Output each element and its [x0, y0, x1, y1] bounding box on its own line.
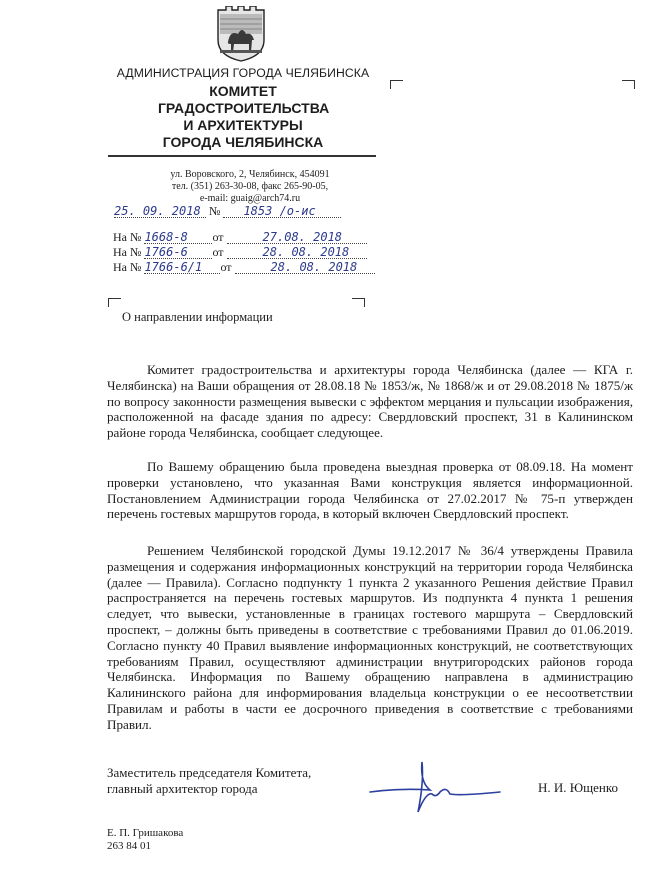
reference-row [113, 245, 367, 260]
signatory-title-line: Заместитель председателя Комитета, [107, 765, 312, 780]
body-paragraph: По Вашему обращению была проведена выездная проверка от 08.09.18. На момент проверки установлено, что указанная Вами конструкция является информационной. Постановлением Администрации города Челябинска от 27.02.2017 № 75-п утвержден перечень гостевых маршрутов города, в который включен Свердловский проспект. [107, 459, 633, 522]
phone-line: тел. (351) 263-30-08, факс 265-90-05, [171, 181, 329, 192]
body-paragraph: Решением Челябинской городской Думы 19.12.2017 № 36/4 утверждены Правила размещения и содержания информационных конструкций на территории города Челябинска (далее — Правила). Согласно подпункту 1 пункта 2 указанного Решения действие Правил распространяется на перечень гостевых маршрутов. Из подпункта 4 пункта 1 решения следует, что вывески, установленные в границах гостевого маршрута – Свердловский проспект, – должны быть приведены в соответствие с требованиями Правил до 01.06.2019. Согласно пункту 40 Правил выявление информационных конструкций, не соответствующих требованиям Правил, осуществляют администрации внутригородских районов города Челябинска. Информация по Вашему обращению направлена в администрацию Калининского района для информирования владельца конструкции о ее несоответствии Правилам и работы в части ее досрочного приведения в соответствие с требованиями Правил. [107, 543, 633, 732]
subject-corner-mark-right [352, 298, 365, 307]
reference-row [113, 230, 367, 245]
reference-row [113, 260, 375, 275]
registration-number: 1853 /о-ис [243, 204, 316, 218]
ref-from-label: от [212, 245, 224, 259]
ref-prefix: На № [113, 260, 142, 274]
executor-name: Е. П. Гришакова [107, 827, 184, 839]
contact-block [150, 169, 350, 205]
letterhead-divider [108, 155, 376, 157]
executor-block [107, 827, 183, 853]
ref-from-label: от [220, 260, 232, 274]
signatory-name: Н. И. Ющенко [538, 780, 619, 795]
committee-name [158, 83, 328, 151]
address-line: ул. Воровского, 2, Челябинск, 454091 [170, 169, 330, 180]
committee-line: ГОРОДА ЧЕЛЯБИНСКА [162, 134, 324, 150]
ref-prefix: На № [113, 230, 142, 244]
committee-line: КОМИТЕТ [209, 83, 277, 99]
ref-number: 1668-8 [144, 230, 188, 244]
email-line: e-mail: guaig@arch74.ru [199, 193, 301, 204]
registration-line [114, 204, 341, 219]
ref-prefix: На № [113, 245, 142, 259]
ref-number: 1766-6 [144, 245, 188, 259]
body-paragraph: Комитет градостроительства и архитектуры города Челябинска (далее — КГА г. Челябинска) на Ваши обращения от 28.08.18 № 1853/ж, № 1868/ж и от 29.08.2018 № 1875/ж по вопросу законности размещения вывески с эффектом мерцания и пульсации изображения, расположенной на фасаде здания по адресу: Свердловский проспект, 31 в Калининском районе города Челябинска, сообщает следующее. [107, 362, 633, 441]
number-label: № [209, 204, 221, 218]
registration-date: 25. 09. 2018 [114, 204, 201, 218]
signatory-title-line: главный архитектор города [107, 781, 258, 796]
executor-phone: 263 84 01 [107, 840, 151, 852]
addressee-corner-mark-left [390, 80, 403, 89]
subject-corner-mark-left [108, 298, 121, 307]
administration-name: АДМИНИСТРАЦИЯ ГОРОДА ЧЕЛЯБИНСКА [116, 66, 370, 80]
letter-subject: О направлении информации [122, 310, 273, 324]
ref-from-label: от [212, 230, 224, 244]
ref-date: 27.08. 2018 [262, 230, 343, 244]
handwritten-signature [360, 752, 510, 816]
ref-date: 28. 08. 2018 [270, 260, 358, 274]
ref-number: 1766-6/1 [144, 260, 203, 274]
chelyabinsk-coat-of-arms-icon [216, 6, 266, 62]
signatory-title [107, 765, 311, 797]
ref-date: 28. 08. 2018 [262, 245, 350, 259]
committee-line: И АРХИТЕКТУРЫ [183, 117, 303, 133]
committee-line: ГРАДОСТРОИТЕЛЬСТВА [158, 100, 330, 116]
addressee-corner-mark-right [622, 80, 635, 89]
